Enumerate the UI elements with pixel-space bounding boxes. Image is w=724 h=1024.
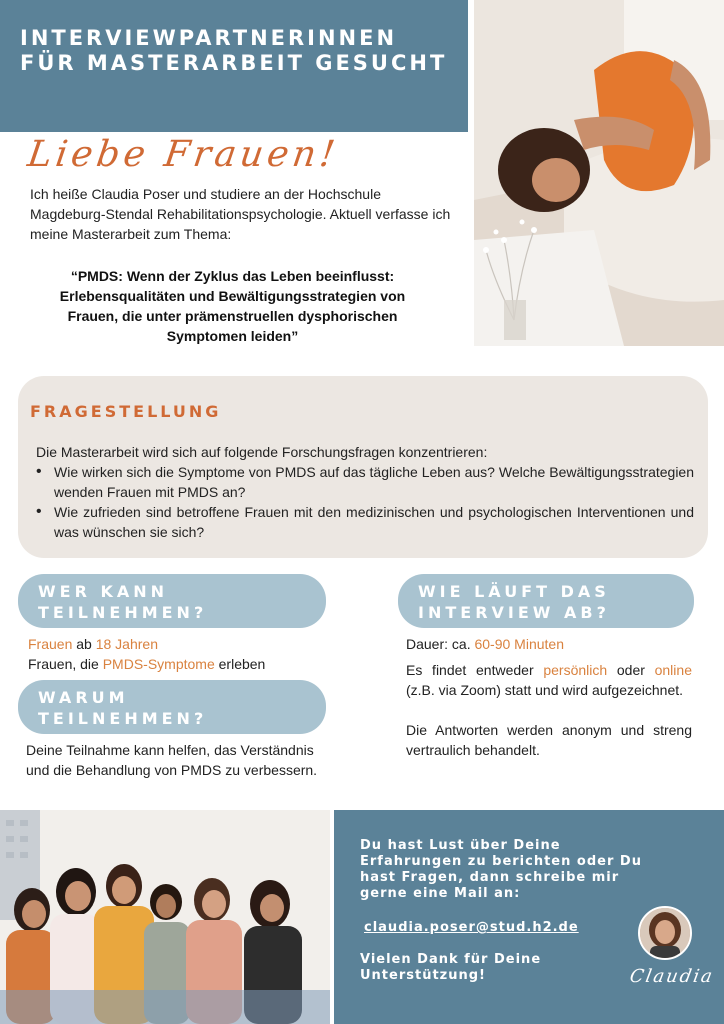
interview-privacy-text: Die Antworten werden anonym und streng vertraulich behandelt. xyxy=(406,722,692,758)
avatar xyxy=(638,906,692,960)
list-item: • Wie wirken sich die Symptome von PMDS auf das tägliche Leben aus? Welche Bewältigungsstrategien wenden Frauen mit PMDS an? xyxy=(34,462,694,502)
wer-kann-teilnehmen-text xyxy=(28,634,328,674)
wer-kann-teilnehmen-heading: WER KANN TEILNEHMEN? xyxy=(38,582,208,622)
warum-teilnehmen-pill xyxy=(18,680,326,734)
wie-laeuft-interview-pill xyxy=(398,574,694,628)
signature: Claudia xyxy=(628,966,716,987)
wer-kann-teilnehmen-pill xyxy=(18,574,326,628)
fragestellung-intro: Die Masterarbeit wird sich auf folgende Forschungsfragen konzentrieren: xyxy=(36,444,488,460)
fragestellung-section xyxy=(18,376,708,558)
contact-invitation-text: Du hast Lust über Deine Erfahrungen zu berichten oder Du hast Fragen, dann schreibe mir gerne eine Mail an: xyxy=(360,838,642,901)
intro-text: Ich heiße Claudia Poser und studiere an der Hochschule Magdeburg-Stendal Rehabilitationspsychologie. Aktuell verfasse ich meine Masterarbeit zum Thema: xyxy=(30,186,451,242)
warum-teilnehmen-text: Deine Teilnahme kann helfen, das Verständnis und die Behandlung von PMDS zu verbessern. xyxy=(26,742,318,778)
fragestellung-heading: FRAGESTELLUNG xyxy=(30,402,222,421)
group-of-women-photo xyxy=(0,810,330,1024)
warum-teilnehmen-heading: WARUM TEILNEHMEN? xyxy=(38,688,208,728)
research-questions-list xyxy=(34,462,694,542)
eligibility-line-age: Frauen ab 18 Jahren xyxy=(28,636,158,652)
thanks-text: Vielen Dank für Deine Unterstützung! xyxy=(360,952,542,983)
header-banner xyxy=(0,0,468,132)
interview-format-text: Es findet entweder persönlich oder online (z.B. via Zoom) statt und wird aufgezeichnet. xyxy=(406,662,692,698)
eligibility-line-symptoms: Frauen, die PMDS-Symptome erleben xyxy=(28,656,266,672)
greeting-heading: Liebe Frauen! xyxy=(25,134,342,175)
page-title: INTERVIEWPARTNERINNEN FÜR MASTERARBEIT GESUCHT xyxy=(20,26,448,75)
wie-laeuft-interview-heading: WIE LÄUFT DAS INTERVIEW AB? xyxy=(418,582,610,622)
contact-section xyxy=(334,810,724,1024)
interview-duration: Dauer: ca. 60-90 Minuten xyxy=(406,636,564,652)
thesis-title: “PMDS: Wenn der Zyklus das Leben beeinflusst: Erlebensqualitäten und Bewältigungsstrategien von Frauen, die unter prämenstruellen dysphorischen Symptomen leiden” xyxy=(59,268,406,344)
woman-with-pillow-photo xyxy=(474,0,724,346)
list-item: • Wie zufrieden sind betroffene Frauen mit den medizinischen und psychologischen Interventionen und was wünschen sie sich? xyxy=(34,502,694,542)
email-link[interactable]: claudia.poser@stud.h2.de xyxy=(364,920,579,935)
